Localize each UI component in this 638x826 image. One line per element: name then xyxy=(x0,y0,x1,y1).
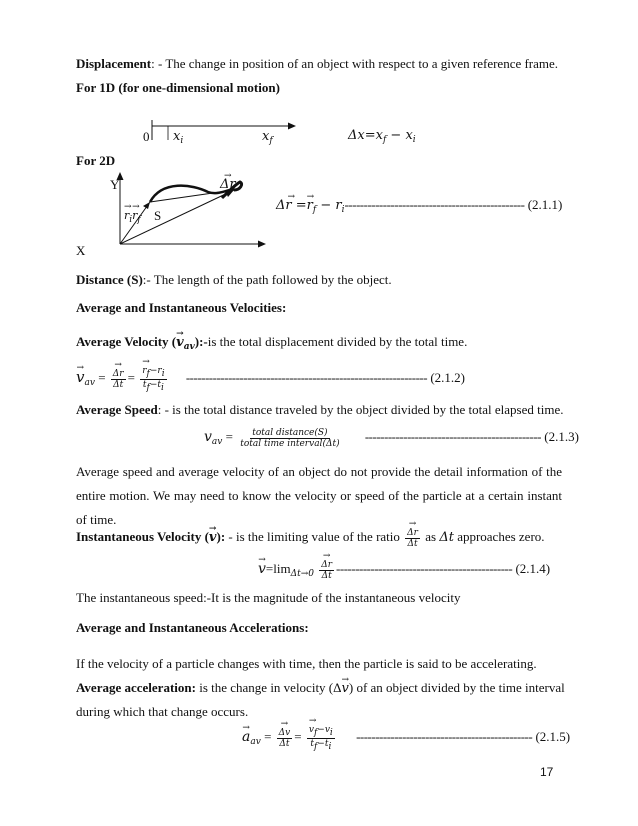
eq212-den2-t: t xyxy=(142,379,147,390)
instantaneous-velocity-definition xyxy=(76,526,545,549)
inst-vel-frac-num: → Δr xyxy=(405,528,420,539)
eq214-frac-den: Δt xyxy=(321,570,332,581)
ri-symbol: → r xyxy=(124,208,129,224)
eq1d-part1: Δx=x xyxy=(348,128,383,143)
eq215-num2-vf: → v xyxy=(309,725,314,735)
avg-acc-text-end: ) of an object divided by the time interval xyxy=(348,680,565,695)
eq214-fraction xyxy=(319,560,334,581)
eq212-den2 xyxy=(141,380,166,393)
x-axis-arrowhead xyxy=(258,241,266,248)
eq212-den1: Δt xyxy=(113,379,124,390)
eq215-fraction-2 xyxy=(307,725,335,752)
eq214-number: (2.1.4) xyxy=(515,561,551,576)
eq211-dash: ----------------------------------------------- xyxy=(344,197,525,212)
equation-2-1-1 xyxy=(276,197,562,218)
eq212-dash: --------------------------------------------------------------- xyxy=(185,370,428,385)
avg-acc-term: Average acceleration: xyxy=(76,680,196,695)
avg-vel-text: is the total displacement divided by the total time. xyxy=(207,334,468,349)
eq213-dash: ---------------------------------------------- xyxy=(364,429,541,444)
eq212-den2-minus: −t xyxy=(149,379,161,390)
eq215-den2-minus: −t xyxy=(317,738,329,749)
eq1d-sub-f: f xyxy=(382,135,387,145)
eq215-lhs: → a xyxy=(242,722,250,752)
inst-vel-symbol: → v xyxy=(209,527,217,549)
eq212-den2-f: f xyxy=(146,382,150,393)
eq212-num2-f: f xyxy=(146,368,150,379)
eq211-minus: − r xyxy=(316,198,342,213)
eq213-numerator: total distance(S) xyxy=(252,427,328,438)
eq215-num2-f: f xyxy=(313,727,318,738)
eq212-number: (2.1.2) xyxy=(430,370,465,385)
eq213-equals: = xyxy=(222,429,237,444)
avg-vel-term: Average Velocity ( xyxy=(76,334,177,349)
ri-rf-label xyxy=(124,208,141,228)
eq215-den2-i: i xyxy=(328,741,332,752)
eq213-fraction xyxy=(238,428,341,449)
inst-vel-text2: as xyxy=(421,529,440,544)
equation-2-1-4 xyxy=(258,554,550,589)
path-label: S xyxy=(154,208,162,223)
xi-symbol: x xyxy=(173,129,181,144)
rf-subscript: f xyxy=(137,215,141,225)
eq212-num1: → Δr xyxy=(111,369,126,380)
eq215-num1: → Δv xyxy=(277,728,293,739)
eq211-sub-i: i xyxy=(341,205,345,215)
origin-label: 0 xyxy=(143,129,150,144)
xf-subscript: f xyxy=(269,136,273,146)
eq214-lim: =lim xyxy=(265,561,291,576)
eq1d-sub-i: i xyxy=(412,135,416,145)
avg-speed-text: : - is the total distance traveled by the object divided by the total elapsed time. xyxy=(157,402,564,417)
avg-acc-text: is the change in velocity (Δ xyxy=(195,680,342,695)
eq212-fraction-1 xyxy=(111,369,126,390)
eq214-lim-sub: Δt→0 xyxy=(290,569,314,579)
eq212-lhs-sub: av xyxy=(84,378,95,388)
equation-2-1-5: → $a_{av}$ = → $\frac{\Delta v}{\Delta t}$ = → $\frac{vf-vi}{tf-ti}$ ---------------------------------------------- (2.1.5) xyxy=(242,722,570,757)
x-axis-label: X xyxy=(76,243,86,258)
accelerating-paragraph: If the velocity of a particle changes with time, then the particle is said to be accelerating. xyxy=(76,656,537,671)
eq215-num2 xyxy=(307,725,335,739)
eq212-den2-i: i xyxy=(161,382,164,393)
y-axis-label: Y xyxy=(110,177,120,192)
eq215-number: (2.1.5) xyxy=(535,729,571,744)
eq213-lhs-sub: av xyxy=(211,437,223,447)
eq214-lhs: → v xyxy=(258,554,266,584)
eq211-number: (2.1.1) xyxy=(527,197,563,212)
eq215-den2-f: f xyxy=(313,741,318,752)
heading-avg-inst-accelerations: Average and Instantaneous Accelerations: xyxy=(76,620,309,635)
eq1d-part2: − x xyxy=(386,128,413,143)
diagram-1d xyxy=(140,116,300,146)
eq212-num2 xyxy=(140,366,166,380)
eq212-lhs: → v xyxy=(76,362,84,392)
equation-2-1-3 xyxy=(204,422,579,457)
inst-vel-fraction xyxy=(405,528,420,549)
xf-label xyxy=(262,128,273,149)
distance-term: Distance (S) xyxy=(76,272,143,287)
eq211-lhs: → Δr = xyxy=(276,198,307,214)
avg-speed-term: Average Speed xyxy=(76,402,158,417)
xi-subscript: i xyxy=(180,136,184,146)
page-number: 17 xyxy=(540,765,554,779)
distance-definition xyxy=(76,272,392,288)
heading-2d: For 2D xyxy=(76,153,116,168)
arrowhead-1d xyxy=(288,123,296,130)
speed-velocity-paragraph: Average speed and average velocity of an object do not provide the detail information of the entire motion. We may need to know the velocity or speed of the particle at a certain instant of time. xyxy=(76,464,562,527)
delta-r-symbol: → Δr xyxy=(220,177,236,193)
ri-subscript: i xyxy=(129,215,133,225)
avg-vel-symbol: → v xyxy=(176,335,184,351)
eq211-sub-f: f xyxy=(312,205,317,215)
avg-vel-subscript: av xyxy=(183,342,195,352)
eq212-num2-minus: −r xyxy=(149,365,162,376)
heading-1d: For 1D (for one-dimensional motion) xyxy=(76,80,280,95)
xi-label xyxy=(173,128,183,149)
equation-1d xyxy=(348,128,416,148)
delta-r-label xyxy=(220,177,236,193)
eq211-rf: → r xyxy=(307,198,313,214)
equation-2-1-2: → $v_{av}$ = → $\frac{\Delta r}{\Delta t}$ = → $\frac{rf-ri}{tf-ti}$ --------------------------------------------------------------- (2.1.2) xyxy=(76,362,465,398)
displacement-definition xyxy=(76,56,558,72)
avg-vel-term-end: ):- xyxy=(194,334,208,349)
eq212-fraction-2 xyxy=(140,366,166,393)
average-speed-definition xyxy=(76,402,564,418)
eq215-den1: Δt xyxy=(279,738,290,749)
displacement-text: : - The change in position of an object with respect to a given reference frame. xyxy=(151,56,559,71)
inst-vel-text: - is the limiting value of the ratio xyxy=(225,529,404,544)
inst-vel-text3: approaches zero. xyxy=(453,529,545,544)
eq215-dash: ---------------------------------------------- xyxy=(356,729,533,744)
eq212-num2-i: i xyxy=(161,368,165,379)
inst-vel-frac-den: Δt xyxy=(407,538,418,549)
displacement-term: Displacement xyxy=(76,56,152,71)
eq215-den2 xyxy=(308,739,333,752)
instantaneous-speed-definition: The instantaneous speed:-It is the magnitude of the instantaneous velocity xyxy=(76,590,461,605)
eq215-num2-i: i xyxy=(329,727,333,738)
eq213-lhs: v xyxy=(204,429,212,445)
eq215-num2-minus: −v xyxy=(317,724,330,735)
rf-symbol: → r xyxy=(132,208,137,224)
inst-vel-term: Instantaneous Velocity ( xyxy=(76,529,209,544)
heading-avg-inst-velocities: Average and Instantaneous Velocities: xyxy=(76,300,287,315)
avg-acc-symbol: → v xyxy=(342,681,349,697)
eq213-denominator: total time interval(Δt) xyxy=(240,438,340,449)
xf-symbol: x xyxy=(262,129,270,144)
eq215-den2-t: t xyxy=(310,738,314,749)
eq212-equals: = xyxy=(94,370,109,385)
inst-vel-dt: Δt xyxy=(439,530,454,545)
eq214-dash: ---------------------------------------------- xyxy=(336,561,513,576)
ri-arrowhead xyxy=(143,202,150,209)
eq213-number: (2.1.3) xyxy=(544,429,579,444)
average-acceleration-definition xyxy=(76,680,565,697)
eq215-equals: = xyxy=(260,729,275,744)
inst-vel-term-end: ): xyxy=(216,529,226,544)
average-velocity-definition xyxy=(76,334,467,355)
eq214-frac-num: → Δr xyxy=(319,560,334,571)
distance-text: :- The length of the path followed by the object. xyxy=(142,272,392,287)
eq215-lhs-sub: av xyxy=(250,737,261,747)
eq215-fraction-1 xyxy=(277,728,293,749)
eq212-num2-rf: → r xyxy=(142,366,146,376)
average-acceleration-continuation: during which that change occurs. xyxy=(76,704,249,719)
